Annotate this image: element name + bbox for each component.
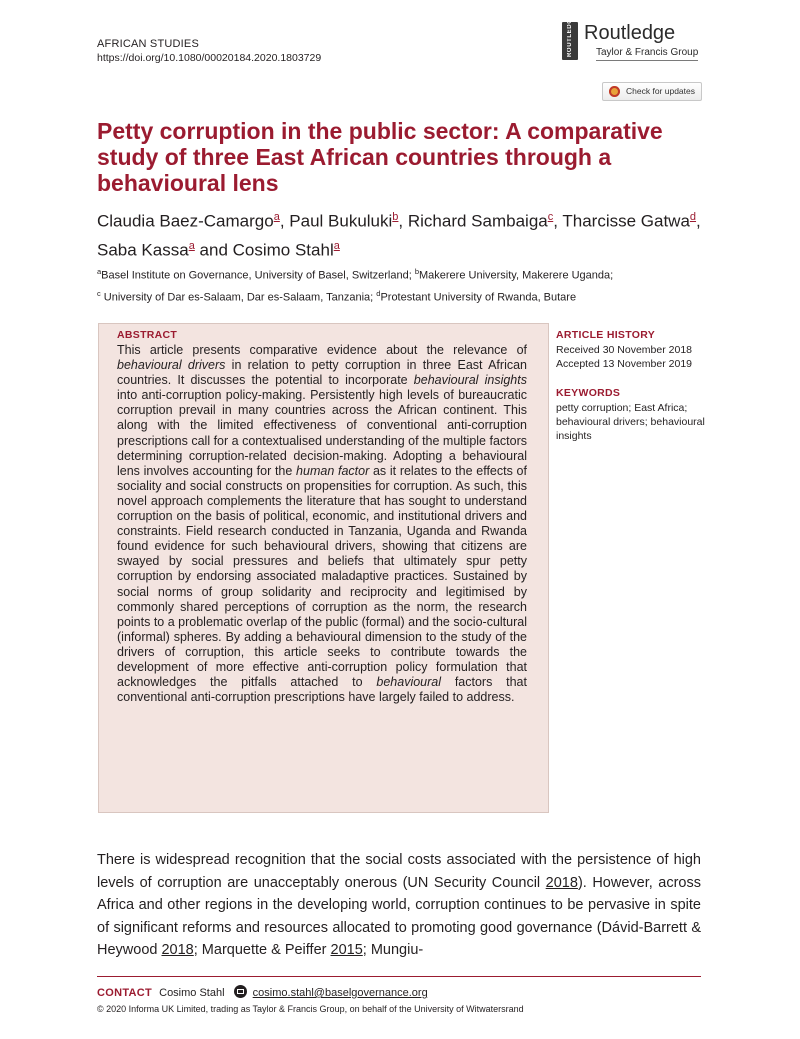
received-date: Received 30 November 2018 <box>556 344 692 356</box>
author-list: Claudia Baez-Camargo$^a$, Paul Bukuluki$^b$, Richard Sambaiga$^c$, Tharcisse Gatwa$^d$, Saba Kassa$^a$ and Cosimo Stahl$^a$ <box>97 211 701 260</box>
keywords-text: petty corruption; East Africa; behavioural drivers; behavioural insights <box>556 402 705 442</box>
affiliations-line-2 <box>97 285 717 307</box>
abstract-emphasis: behavioural <box>376 675 442 690</box>
abstract-emphasis: behavioural drivers <box>117 358 226 373</box>
article-title: Petty corruption in the public sector: A comparative study of three East African countries through a behavioural lens <box>97 118 663 196</box>
affiliation-marker: c <box>97 288 101 298</box>
citation-link[interactable]: 2015 <box>330 942 363 958</box>
keywords-heading: KEYWORDS <box>556 387 621 399</box>
email-icon <box>234 985 247 998</box>
citation-link[interactable]: 2018 <box>161 942 194 958</box>
doi-link-container <box>97 51 321 65</box>
affiliation-marker: a <box>97 267 102 276</box>
author-name: Richard Sambaiga <box>407 211 548 231</box>
author-name: Cosimo Stahl <box>232 240 334 260</box>
affiliation-text: Makerere University, Makerere Uganda; <box>419 269 614 282</box>
abstract-emphasis: behavioural insights <box>413 373 527 388</box>
crossmark-icon <box>609 86 620 97</box>
routledge-mark-icon <box>562 13 578 60</box>
abstract-segment: into anti-corruption policy-making. Persistently high levels of bureaucratic corruption prevail in many countries across the African continent. This along with the limited effectiveness of conventional anti-corruption prescriptions call for a contextualised understanding of the multiple factors determining corruption-related decision-making. Adopting a behavioural lens involves accounting for the <box>117 388 527 478</box>
body-paragraph <box>97 849 701 962</box>
abstract-heading: ABSTRACT <box>117 329 178 341</box>
citation-link[interactable]: 2018 <box>545 874 578 891</box>
author-name: Saba Kassa <box>97 240 189 260</box>
author-name: Claudia Baez-Camargo <box>97 211 274 231</box>
author-affiliation-link[interactable]: c <box>547 211 554 223</box>
contact-label: CONTACT <box>97 987 153 999</box>
author-affiliation-link[interactable]: b <box>392 211 399 223</box>
abstract-segment: factors that conventional anti-corruption prescriptions have largely failed to address. <box>117 675 527 705</box>
footer-divider <box>97 976 701 977</box>
body-segment: There is widespread recognition that the social costs associated with the persistence of high levels of corruption are unacceptably onerous (UN Security Council <box>97 852 701 891</box>
affiliation-text: Basel Institute on Governance, University of Basel, Switzerland; <box>101 269 415 282</box>
contact-line <box>97 985 428 1000</box>
publisher-group: Taylor & Francis Group <box>596 46 698 61</box>
affiliation-text: Protestant University of Rwanda, Butare <box>380 291 577 304</box>
abstract-text <box>117 343 527 705</box>
journal-name: AFRICAN STUDIES <box>97 38 200 50</box>
check-for-updates-button[interactable] <box>602 82 702 101</box>
contact-email-link[interactable]: cosimo.stahl@baselgovernance.org <box>252 987 428 999</box>
copyright-notice: © 2020 Informa UK Limited, trading as Taylor & Francis Group, on behalf of the University of Witwatersrand <box>97 1004 524 1014</box>
article-history-heading: ARTICLE HISTORY <box>556 329 656 341</box>
affiliations-line-1 <box>97 263 717 285</box>
abstract-segment: This article presents comparative evidence about the relevance of <box>117 343 527 357</box>
accepted-date: Accepted 13 November 2019 <box>556 358 693 370</box>
body-segment: ; Mungiu- <box>362 942 424 958</box>
publisher-name: Routledge <box>584 22 676 44</box>
affiliation-marker: d <box>376 288 381 298</box>
author-affiliation-link[interactable]: a <box>333 239 340 252</box>
doi-link[interactable]: https://doi.org/10.1080/00020184.2020.1803729 <box>97 52 322 64</box>
affiliation-text: University of Dar es-Salaam, Dar es-Salaam, Tanzania; <box>100 291 377 304</box>
author-name: Paul Bukuluki <box>289 211 393 231</box>
check-for-updates-label: Check for updates <box>626 86 695 96</box>
abstract-segment: as it relates to the effects of sociality and social constructs on propensities for corruption. As such, this novel approach complements the literature that has sought to understand corruption on the basis of political, economic, and institutional drivers and constraints. Field research conducted in Tanzania, Uganda and Rwanda found evidence for such behavioural drivers, showing that citizens are swayed by social pressures and beliefs that ultimately spur petty corruption by endorsing associated maladaptive practices. Sustained by social norms of group solidarity and reciprocity and legitimised by commonly shared perceptions of corruption as the norm, the research points to a problematic overlap of the public (formal) and the socio-cultural (informal) spheres. By adding a behavioural dimension to the study of the drivers of corruption, this article seeks to contribute towards the development of more effective anti-corruption policy formulation that acknowledges the pitfalls attached to <box>117 463 527 690</box>
author-name: Tharcisse Gatwa <box>562 211 690 231</box>
abstract-emphasis: human factor <box>296 463 370 478</box>
contact-name: Cosimo Stahl <box>159 987 225 999</box>
body-segment: ; Marquette & Peiffer <box>193 942 331 958</box>
author-affiliation-link[interactable]: a <box>188 239 195 252</box>
publisher-mark-text: ROUTLEDGE <box>567 13 573 57</box>
abstract-segment: in relation to petty corruption in three East African countries. It discusses the potential to incorporate <box>117 358 528 388</box>
affiliation-marker: b <box>414 267 419 276</box>
body-segment: ). However, across Africa and other regions in the developing world, corruption continues to be pervasive in spite of significant reforms and resources allocated to promoting good governance (Dávid-Barrett & Heywood <box>97 874 701 958</box>
author-affiliation-link[interactable]: a <box>273 211 280 223</box>
author-affiliation-link[interactable]: d <box>689 211 697 223</box>
affiliations <box>97 263 717 306</box>
